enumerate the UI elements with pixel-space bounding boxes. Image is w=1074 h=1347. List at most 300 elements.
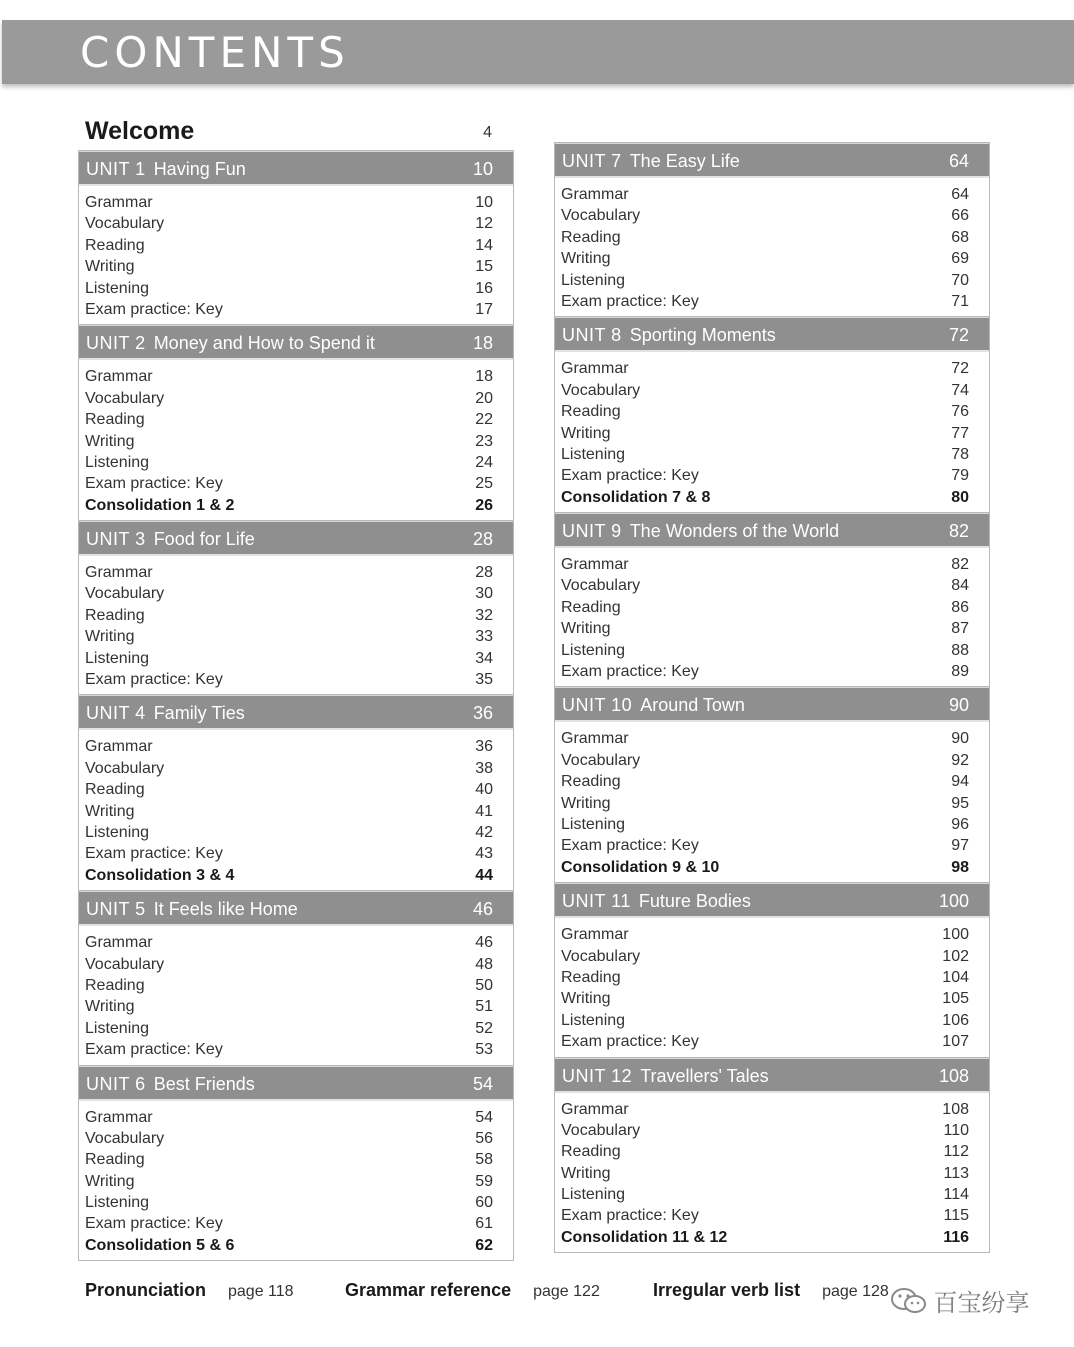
- toc-row: [79, 388, 513, 409]
- unit-block: [554, 1058, 990, 1254]
- footer-grammar-reference-page: page 122: [533, 1283, 600, 1300]
- unit-name: Family Ties: [153, 703, 245, 724]
- footer-irregular-verbs: [653, 1280, 889, 1301]
- toc-row-page: 56: [475, 1129, 493, 1147]
- toc-row-page: 61: [475, 1215, 493, 1233]
- toc-row-label: Reading: [85, 236, 145, 254]
- toc-row-label: Grammar: [85, 368, 153, 386]
- toc-row-label: Reading: [85, 606, 145, 624]
- consolidation-row: [555, 857, 989, 878]
- toc-row-label: Listening: [561, 815, 626, 833]
- toc-row-page: 60: [475, 1194, 493, 1212]
- toc-row-label: Listening: [561, 1011, 626, 1029]
- toc-row-page: 58: [475, 1151, 493, 1169]
- toc-row-label: Grammar: [561, 1100, 629, 1118]
- toc-row: [79, 192, 513, 213]
- toc-row-page: 32: [475, 606, 493, 624]
- toc-row-page: 59: [475, 1172, 493, 1190]
- unit-number: UNIT 5: [86, 899, 146, 920]
- toc-row-page: 70: [951, 271, 969, 289]
- toc-row: [555, 1141, 989, 1162]
- toc-row-label: Listening: [561, 1186, 626, 1204]
- unit-page: 100: [938, 891, 969, 912]
- unit-title: [86, 333, 375, 354]
- unit-rows: [79, 730, 513, 890]
- unit-header: [79, 1066, 513, 1101]
- toc-row: [79, 366, 513, 387]
- toc-row: [79, 779, 513, 800]
- toc-row: [555, 967, 989, 988]
- toc-row-page: 22: [475, 411, 493, 429]
- toc-row-label: Writing: [85, 432, 135, 450]
- toc-row-label: Listening: [85, 453, 150, 471]
- toc-row-page: 78: [951, 445, 969, 463]
- toc-row-page: 28: [475, 564, 493, 582]
- welcome-entry: [78, 113, 514, 149]
- toc-row-page: 94: [951, 773, 969, 791]
- toc-row-page: 16: [475, 279, 493, 297]
- unit-block: [78, 695, 514, 891]
- toc-row: [79, 213, 513, 234]
- toc-row-page: 50: [475, 976, 493, 994]
- unit-header: [79, 521, 513, 556]
- toc-row-page: 108: [942, 1100, 969, 1118]
- unit-block: [78, 325, 514, 521]
- toc-row-label: Listening: [85, 823, 150, 841]
- toc-row-page: 23: [475, 432, 493, 450]
- unit-block: [554, 883, 990, 1057]
- toc-row-page: 113: [943, 1164, 969, 1182]
- unit-number: UNIT 2: [86, 333, 146, 354]
- toc-row-page: 53: [475, 1041, 493, 1059]
- toc-row-label: Writing: [561, 250, 611, 268]
- toc-row: [555, 1184, 989, 1205]
- toc-row-label: Reading: [85, 411, 145, 429]
- toc-row-page: 35: [475, 671, 493, 689]
- toc-row-page: 30: [475, 585, 493, 603]
- toc-row-page: 95: [951, 794, 969, 812]
- toc-row: [79, 409, 513, 430]
- toc-row: [79, 452, 513, 473]
- unit-name: Money and How to Spend it: [153, 333, 375, 354]
- consolidation-label: Consolidation 7 & 8: [561, 488, 711, 506]
- unit-header: [555, 513, 989, 548]
- toc-row: [555, 401, 989, 422]
- unit-title: [562, 891, 751, 912]
- toc-row-label: Writing: [561, 1164, 611, 1182]
- toc-row-page: 71: [951, 292, 969, 310]
- toc-row-page: 114: [943, 1186, 969, 1204]
- toc-row-label: Grammar: [561, 556, 629, 574]
- unit-name: It Feels like Home: [153, 899, 298, 920]
- unit-number: UNIT 7: [562, 151, 622, 171]
- footer-grammar-reference-label: Grammar reference: [345, 1280, 512, 1300]
- toc-row-label: Exam practice: Key: [85, 845, 223, 863]
- toc-row-label: Reading: [561, 228, 621, 246]
- unit-number: UNIT 6: [86, 1073, 146, 1094]
- toc-row-page: 24: [475, 453, 493, 471]
- unit-name: Having Fun: [153, 159, 246, 179]
- unit-name: Future Bodies: [638, 891, 751, 912]
- toc-row-label: Writing: [85, 628, 135, 646]
- toc-row-page: 10: [475, 194, 493, 211]
- toc-row-label: Grammar: [561, 360, 629, 378]
- footer-pronunciation-page: page 118: [228, 1283, 294, 1300]
- unit-rows: [79, 186, 513, 324]
- toc-row: [555, 465, 989, 486]
- unit-title: [86, 159, 246, 180]
- toc-row: [79, 562, 513, 583]
- consolidation-page: 80: [951, 488, 969, 506]
- toc-row: [79, 278, 513, 299]
- toc-row: [79, 235, 513, 256]
- toc-row-page: 87: [951, 620, 969, 638]
- toc-row: [79, 1192, 513, 1213]
- unit-page: 10: [472, 159, 493, 179]
- toc-row-page: 14: [475, 236, 493, 254]
- unit-header: [79, 325, 513, 360]
- toc-row: [555, 575, 989, 596]
- unit-page: 36: [472, 703, 493, 724]
- toc-row: [555, 1031, 989, 1052]
- toc-row: [555, 380, 989, 401]
- unit-number: UNIT 10: [562, 695, 633, 716]
- toc-row-page: 51: [475, 998, 493, 1016]
- toc-row-page: 17: [475, 300, 493, 318]
- toc-row-label: Vocabulary: [85, 759, 165, 777]
- unit-page: 72: [948, 325, 969, 346]
- unit-rows: [79, 360, 513, 520]
- toc-row: [79, 1039, 513, 1060]
- left-column: [78, 150, 514, 1261]
- toc-row-page: 41: [475, 802, 493, 820]
- toc-row-page: 38: [475, 759, 493, 777]
- toc-row: [79, 299, 513, 320]
- consolidation-label: Consolidation 1 & 2: [85, 496, 235, 514]
- toc-row: [79, 758, 513, 779]
- toc-row-label: Writing: [561, 620, 611, 638]
- unit-header: [555, 1058, 989, 1093]
- toc-row-page: 77: [951, 424, 969, 442]
- toc-row: [79, 1213, 513, 1234]
- unit-block: [78, 1066, 514, 1262]
- right-column: [554, 142, 990, 1253]
- toc-row: [555, 728, 989, 749]
- toc-row: [79, 1149, 513, 1170]
- unit-page: 90: [948, 695, 969, 716]
- toc-row-label: Grammar: [561, 186, 629, 203]
- toc-row: [555, 814, 989, 835]
- toc-row: [79, 431, 513, 452]
- toc-row: [555, 946, 989, 967]
- toc-row-page: 40: [475, 781, 493, 799]
- toc-row-label: Exam practice: Key: [561, 837, 699, 855]
- toc-row-page: 79: [951, 467, 969, 485]
- toc-row-label: Grammar: [85, 1108, 153, 1126]
- unit-rows: [555, 918, 989, 1056]
- unit-block: [78, 891, 514, 1065]
- toc-row-page: 115: [943, 1207, 969, 1225]
- toc-row: [555, 661, 989, 682]
- consolidation-row: [555, 1227, 989, 1248]
- toc-row-label: Exam practice: Key: [85, 1041, 223, 1059]
- toc-row: [555, 1163, 989, 1184]
- welcome-page: 4: [483, 124, 492, 141]
- toc-row-label: Reading: [561, 773, 621, 791]
- toc-row-page: 105: [942, 990, 969, 1008]
- toc-row: [555, 554, 989, 575]
- toc-row-page: 89: [951, 663, 969, 681]
- toc-row: [79, 954, 513, 975]
- toc-row-page: 100: [942, 926, 969, 944]
- toc-row-label: Grammar: [85, 738, 153, 756]
- toc-row-page: 36: [475, 738, 493, 756]
- toc-row-page: 64: [951, 186, 969, 203]
- unit-page: 82: [948, 521, 969, 542]
- unit-title: [562, 1066, 769, 1087]
- toc-row: [79, 583, 513, 604]
- toc-row-label: Reading: [85, 781, 145, 799]
- toc-row: [79, 843, 513, 864]
- toc-row: [79, 822, 513, 843]
- unit-page: 28: [472, 529, 493, 550]
- toc-row-label: Vocabulary: [561, 751, 641, 769]
- unit-title: [86, 1074, 255, 1095]
- toc-row-page: 86: [951, 598, 969, 616]
- toc-row-page: 84: [951, 577, 969, 595]
- toc-row-page: 74: [951, 381, 969, 399]
- toc-row: [555, 227, 989, 248]
- toc-row-label: Vocabulary: [561, 577, 641, 595]
- toc-row-page: 52: [475, 1019, 493, 1037]
- toc-row: [79, 648, 513, 669]
- consolidation-page: 98: [951, 858, 969, 876]
- toc-row: [79, 996, 513, 1017]
- toc-row-page: 54: [475, 1108, 493, 1126]
- toc-row: [79, 669, 513, 690]
- unit-block: [78, 521, 514, 695]
- toc-row-label: Vocabulary: [85, 1129, 165, 1147]
- unit-page: 18: [472, 333, 493, 354]
- toc-row-label: Writing: [561, 794, 611, 812]
- toc-row: [555, 793, 989, 814]
- footer-irregular-verbs-label: Irregular verb list: [653, 1280, 801, 1300]
- unit-rows: [555, 178, 989, 316]
- toc-row: [555, 924, 989, 945]
- toc-row: [555, 444, 989, 465]
- toc-row-label: Reading: [85, 976, 145, 994]
- toc-row: [555, 1010, 989, 1031]
- toc-row: [555, 750, 989, 771]
- toc-row: [555, 291, 989, 312]
- toc-row: [555, 184, 989, 205]
- unit-page: 54: [472, 1073, 493, 1094]
- toc-row-page: 20: [475, 389, 493, 407]
- unit-block: [554, 142, 990, 317]
- unit-rows: [79, 1101, 513, 1261]
- unit-block: [554, 317, 990, 513]
- unit-page: 64: [948, 151, 969, 171]
- toc-row: [555, 248, 989, 269]
- toc-row-label: Listening: [85, 1194, 150, 1212]
- unit-rows: [79, 556, 513, 694]
- unit-number: UNIT 8: [562, 325, 622, 346]
- consolidation-row: [555, 487, 989, 508]
- toc-row-page: 33: [475, 628, 493, 646]
- toc-row: [555, 835, 989, 856]
- toc-row: [79, 605, 513, 626]
- unit-number: UNIT 12: [562, 1065, 633, 1086]
- toc-row-page: 46: [475, 934, 493, 952]
- toc-row: [555, 771, 989, 792]
- consolidation-label: Consolidation 9 & 10: [561, 858, 720, 876]
- toc-row-page: 42: [475, 823, 493, 841]
- unit-header: [79, 151, 513, 186]
- toc-row-label: Listening: [85, 649, 150, 667]
- toc-row-page: 76: [951, 403, 969, 421]
- toc-row-label: Reading: [561, 968, 621, 986]
- wechat-icon: [889, 1286, 929, 1316]
- toc-row-label: Exam practice: Key: [85, 300, 223, 318]
- toc-row-label: Vocabulary: [561, 1121, 641, 1139]
- unit-page: 46: [472, 899, 493, 920]
- toc-row: [79, 256, 513, 277]
- toc-row: [79, 932, 513, 953]
- toc-row-page: 18: [475, 368, 493, 386]
- toc-row-label: Vocabulary: [561, 947, 641, 965]
- unit-name: Travellers' Tales: [640, 1065, 769, 1086]
- toc-row-label: Reading: [561, 1143, 621, 1161]
- unit-title: [562, 151, 740, 172]
- toc-row: [79, 1018, 513, 1039]
- footer-irregular-verbs-page: page 128: [822, 1283, 889, 1300]
- unit-header: [555, 317, 989, 352]
- toc-row-page: 92: [951, 751, 969, 769]
- toc-row: [79, 473, 513, 494]
- consolidation-label: Consolidation 3 & 4: [85, 866, 235, 884]
- watermark: [889, 1283, 1029, 1319]
- unit-header: [555, 687, 989, 722]
- footer-grammar-reference: [345, 1280, 600, 1301]
- unit-title: [562, 325, 776, 346]
- unit-block: [554, 513, 990, 687]
- toc-row-page: 25: [475, 475, 493, 493]
- toc-row-label: Exam practice: Key: [85, 671, 223, 689]
- toc-row-label: Writing: [85, 802, 135, 820]
- toc-row-page: 106: [942, 1011, 969, 1029]
- footer-pronunciation: [85, 1280, 294, 1301]
- unit-number: UNIT 1: [86, 159, 146, 179]
- toc-row-label: Listening: [561, 445, 626, 463]
- welcome-label: Welcome: [85, 117, 195, 145]
- toc-row-label: Grammar: [85, 564, 153, 582]
- consolidation-label: Consolidation 5 & 6: [85, 1236, 235, 1254]
- unit-number: UNIT 9: [562, 521, 622, 542]
- toc-row: [555, 423, 989, 444]
- toc-row-label: Vocabulary: [85, 389, 165, 407]
- toc-row-page: 82: [951, 556, 969, 574]
- toc-row-page: 34: [475, 649, 493, 667]
- toc-row-label: Listening: [561, 271, 626, 289]
- toc-row-label: Exam practice: Key: [85, 475, 223, 493]
- unit-name: The Wonders of the World: [629, 521, 840, 542]
- toc-row-label: Writing: [561, 424, 611, 442]
- unit-number: UNIT 3: [86, 529, 146, 550]
- toc-row-label: Exam practice: Key: [561, 1033, 699, 1051]
- unit-name: Best Friends: [153, 1073, 255, 1094]
- consolidation-label: Consolidation 11 & 12: [561, 1228, 728, 1246]
- unit-name: Food for Life: [153, 529, 255, 550]
- watermark-text: 百宝纷享: [933, 1289, 1030, 1317]
- consolidation-page: 26: [475, 496, 493, 514]
- toc-row-label: Vocabulary: [85, 215, 165, 233]
- toc-row-page: 96: [951, 815, 969, 833]
- toc-row-label: Exam practice: Key: [561, 467, 699, 485]
- unit-number: UNIT 4: [86, 703, 146, 724]
- toc-row-label: Reading: [561, 598, 621, 616]
- toc-row-label: Writing: [85, 258, 135, 276]
- contents-banner: [2, 20, 1074, 84]
- consolidation-row: [79, 1235, 513, 1256]
- toc-row: [555, 1120, 989, 1141]
- toc-row-label: Exam practice: Key: [561, 1207, 699, 1225]
- toc-row-label: Reading: [85, 1151, 145, 1169]
- toc-row-page: 112: [943, 1143, 969, 1161]
- toc-row: [555, 1099, 989, 1120]
- toc-row-page: 107: [942, 1033, 969, 1051]
- unit-title: [562, 695, 745, 716]
- unit-header: [79, 695, 513, 730]
- unit-page: 108: [938, 1065, 969, 1086]
- toc-row: [79, 801, 513, 822]
- consolidation-row: [79, 865, 513, 886]
- unit-title: [86, 899, 298, 920]
- toc-row-label: Grammar: [85, 194, 153, 211]
- toc-row-label: Listening: [561, 641, 626, 659]
- unit-block: [554, 687, 990, 883]
- toc-row-page: 88: [951, 641, 969, 659]
- toc-row-label: Writing: [85, 998, 135, 1016]
- toc-row: [79, 626, 513, 647]
- toc-row-label: Vocabulary: [85, 585, 165, 603]
- toc-row: [555, 640, 989, 661]
- toc-row-page: 15: [475, 258, 493, 276]
- toc-row-page: 90: [951, 730, 969, 748]
- toc-row: [79, 975, 513, 996]
- toc-row: [79, 1107, 513, 1128]
- consolidation-page: 44: [475, 866, 493, 884]
- toc-row-label: Grammar: [561, 730, 629, 748]
- page-title: CONTENTS: [80, 28, 350, 77]
- toc-row: [79, 736, 513, 757]
- unit-name: Around Town: [640, 695, 745, 716]
- unit-name: Sporting Moments: [629, 325, 776, 346]
- toc-row-label: Vocabulary: [85, 955, 165, 973]
- toc-row-page: 43: [475, 845, 493, 863]
- toc-row: [79, 1171, 513, 1192]
- toc-row: [555, 988, 989, 1009]
- unit-header: [79, 891, 513, 926]
- toc-row-label: Listening: [85, 1019, 150, 1037]
- toc-row: [555, 597, 989, 618]
- footer-pronunciation-label: Pronunciation: [85, 1280, 206, 1300]
- toc-row: [555, 618, 989, 639]
- consolidation-page: 62: [475, 1236, 493, 1254]
- toc-row-page: 97: [951, 837, 969, 855]
- toc-row-page: 104: [942, 968, 969, 986]
- toc-row: [555, 1205, 989, 1226]
- unit-header: [555, 883, 989, 918]
